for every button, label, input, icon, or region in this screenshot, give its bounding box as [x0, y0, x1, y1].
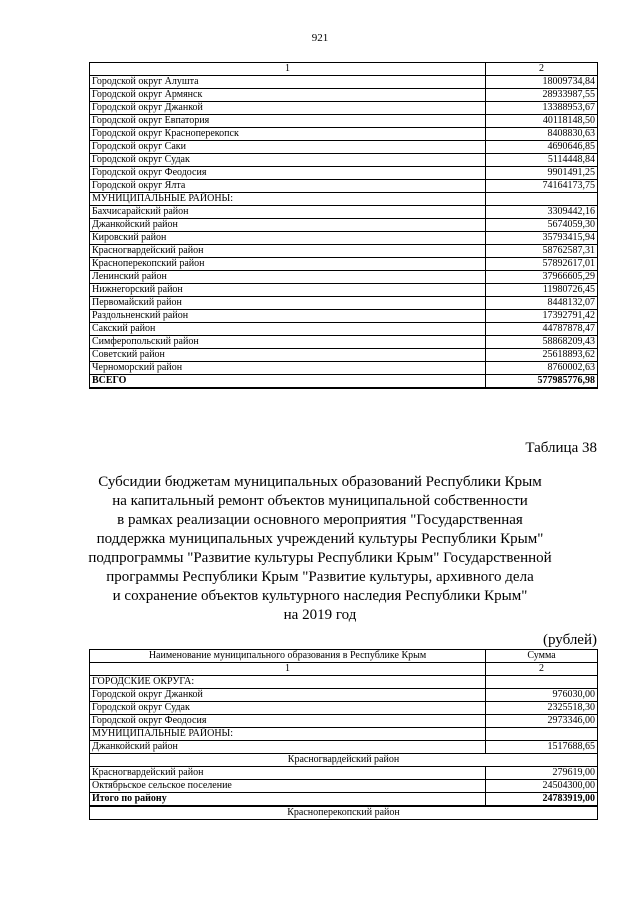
- table-header-row: [90, 650, 598, 663]
- title-line: на капитальный ремонт объектов муниципальной собственности: [112, 493, 528, 509]
- subtotal-value: 24783919,00: [486, 793, 598, 807]
- column-header-sum: Сумма: [486, 650, 598, 663]
- column-number-1: 1: [90, 63, 486, 76]
- row-value: 8448132,07: [486, 297, 598, 310]
- table-row: [90, 715, 598, 728]
- row-value: 1517688,65: [486, 741, 598, 754]
- table-row: [90, 102, 598, 115]
- table-row: [90, 741, 598, 754]
- section-label: МУНИЦИПАЛЬНЫЕ РАЙОНЫ:: [90, 728, 486, 741]
- row-name: Городской округ Ялта: [90, 180, 486, 193]
- table-row: [90, 219, 598, 232]
- row-value: 35793415,94: [486, 232, 598, 245]
- table-row: [90, 780, 598, 793]
- row-name: Первомайский район: [90, 297, 486, 310]
- row-name: Красноперекопский район: [90, 258, 486, 271]
- column-numbers-row: [90, 663, 598, 676]
- district-subheading-row: [90, 806, 598, 820]
- row-value: 57892617,01: [486, 258, 598, 271]
- table-row: [90, 180, 598, 193]
- row-name: Джанкойский район: [90, 219, 486, 232]
- row-value: 5114448,84: [486, 154, 598, 167]
- row-value: 279619,00: [486, 767, 598, 780]
- row-name: Городской округ Джанкой: [90, 689, 486, 702]
- table-row: [90, 245, 598, 258]
- row-value: 44787878,47: [486, 323, 598, 336]
- table-row: [90, 689, 598, 702]
- row-name: Красногвардейский район: [90, 245, 486, 258]
- row-name: Городской округ Судак: [90, 702, 486, 715]
- table-row: [90, 336, 598, 349]
- page-number: 921: [311, 32, 329, 44]
- row-value: 8760002,63: [486, 362, 598, 375]
- table-row: [90, 271, 598, 284]
- table-row: [90, 206, 598, 219]
- row-name: Джанкойский район: [90, 741, 486, 754]
- row-value: 976030,00: [486, 689, 598, 702]
- table-row: [90, 297, 598, 310]
- row-name: Симферопольский район: [90, 336, 486, 349]
- title-line: и сохранение объектов культурного наследия Республики Крым": [112, 588, 528, 604]
- total-value: 577985776,98: [486, 375, 598, 389]
- row-name: Ленинский район: [90, 271, 486, 284]
- table-header-row: [90, 63, 598, 76]
- row-name: Раздольненский район: [90, 310, 486, 323]
- row-value: 58868209,43: [486, 336, 598, 349]
- table-row: [90, 89, 598, 102]
- row-name: Советский район: [90, 349, 486, 362]
- table-row: [90, 141, 598, 154]
- table-row: [90, 310, 598, 323]
- table-row: [90, 258, 598, 271]
- row-name: Городской округ Джанкой: [90, 102, 486, 115]
- row-value: 18009734,84: [486, 76, 598, 89]
- table-row: [90, 767, 598, 780]
- subtotal-row: [90, 793, 598, 807]
- row-value: 28933987,55: [486, 89, 598, 102]
- row-value: 9901491,25: [486, 167, 598, 180]
- row-name: Бахчисарайский район: [90, 206, 486, 219]
- row-value: 58762587,31: [486, 245, 598, 258]
- column-header-name: Наименование муниципального образования в Республике Крым: [90, 650, 486, 663]
- row-value: 4690646,85: [486, 141, 598, 154]
- subsidy-table-38: [89, 649, 598, 820]
- table-title: [60, 473, 580, 625]
- row-value: 8408830,63: [486, 128, 598, 141]
- row-value: 3309442,16: [486, 206, 598, 219]
- row-value: 2973346,00: [486, 715, 598, 728]
- subsidy-table-continued: [89, 62, 598, 389]
- row-value: 74164173,75: [486, 180, 598, 193]
- district-subheading: Красноперекопский район: [90, 806, 598, 820]
- table-row: [90, 349, 598, 362]
- row-name: Городской округ Евпатория: [90, 115, 486, 128]
- empty-cell: [486, 676, 598, 689]
- section-label: ГОРОДСКИЕ ОКРУГА:: [90, 676, 486, 689]
- title-line: поддержка муниципальных учреждений культуры Республики Крым": [96, 531, 544, 547]
- table-row: [90, 702, 598, 715]
- district-subheading: Красногвардейский район: [90, 754, 598, 767]
- row-name: Октябрьское сельское поселение: [90, 780, 486, 793]
- title-line: подпрограммы "Развитие культуры Республики Крым" Государственной: [88, 550, 552, 566]
- table-row: [90, 193, 598, 206]
- row-value: 25618893,62: [486, 349, 598, 362]
- empty-cell: [486, 728, 598, 741]
- row-name: Городской округ Красноперекопск: [90, 128, 486, 141]
- table-row: [90, 362, 598, 375]
- row-value: 17392791,42: [486, 310, 598, 323]
- row-value: 11980726,45: [486, 284, 598, 297]
- table-row: [90, 284, 598, 297]
- total-row: [90, 375, 598, 389]
- title-line: Субсидии бюджетам муниципальных образований Республики Крым: [98, 474, 542, 490]
- row-name: Городской округ Судак: [90, 154, 486, 167]
- table-number: Таблица 38: [525, 440, 597, 456]
- row-name: МУНИЦИПАЛЬНЫЕ РАЙОНЫ:: [90, 193, 486, 206]
- section-row-urban: [90, 676, 598, 689]
- row-name: Кировский район: [90, 232, 486, 245]
- row-name: Нижнегорский район: [90, 284, 486, 297]
- row-value: 24504300,00: [486, 780, 598, 793]
- units-label: (рублей): [542, 632, 597, 648]
- table-row: [90, 232, 598, 245]
- row-name: Сакский район: [90, 323, 486, 336]
- row-name: Городской округ Феодосия: [90, 167, 486, 180]
- section-row-districts: [90, 728, 598, 741]
- row-name: Городской округ Алушта: [90, 76, 486, 89]
- district-subheading-row: [90, 754, 598, 767]
- table-row: [90, 115, 598, 128]
- title-line: в рамках реализации основного мероприятия "Государственная: [117, 512, 523, 528]
- row-name: Черноморский район: [90, 362, 486, 375]
- row-value: [486, 193, 598, 206]
- title-line: программы Республики Крым "Развитие культуры, архивного дела: [106, 569, 534, 585]
- row-name: Красногвардейский район: [90, 767, 486, 780]
- column-number-2: 2: [486, 663, 598, 676]
- row-value: 40118148,50: [486, 115, 598, 128]
- row-value: 13388953,67: [486, 102, 598, 115]
- row-value: 2325518,30: [486, 702, 598, 715]
- row-value: 5674059,30: [486, 219, 598, 232]
- table-row: [90, 167, 598, 180]
- total-label: ВСЕГО: [90, 375, 486, 389]
- table-row: [90, 128, 598, 141]
- row-value: 37966605,29: [486, 271, 598, 284]
- table-row: [90, 154, 598, 167]
- row-name: Городской округ Армянск: [90, 89, 486, 102]
- column-number-1: 1: [90, 663, 486, 676]
- subtotal-label: Итого по району: [90, 793, 486, 807]
- row-name: Городской округ Саки: [90, 141, 486, 154]
- table-row: [90, 323, 598, 336]
- row-name: Городской округ Феодосия: [90, 715, 486, 728]
- title-line: на 2019 год: [283, 607, 357, 623]
- column-number-2: 2: [486, 63, 598, 76]
- table-row: [90, 76, 598, 89]
